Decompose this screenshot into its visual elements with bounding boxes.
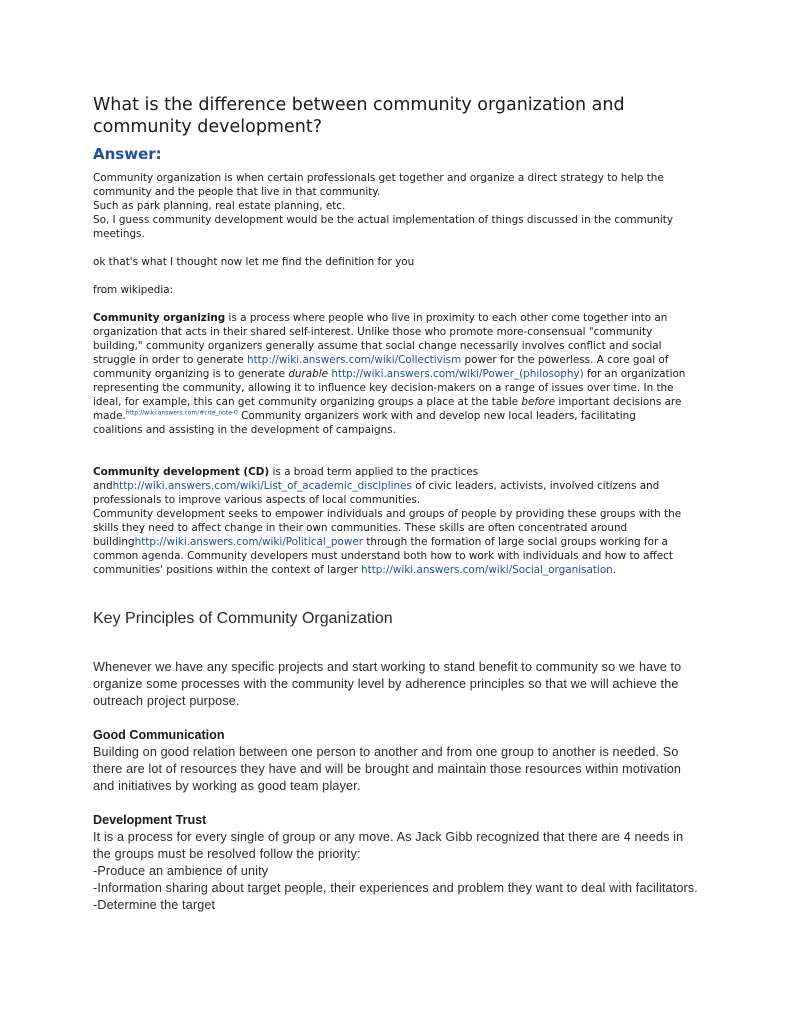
key-principles-intro xyxy=(93,659,708,710)
social-organisation-link[interactable]: http://wiki.answers.com/wiki/Social_organisation xyxy=(361,564,613,576)
thought-line: ok that's what I thought now let me find the definition for you xyxy=(93,256,415,268)
community-organizing-paragraph xyxy=(93,311,708,437)
term-community-development: Community development (CD) xyxy=(93,466,270,478)
text-line: the groups must be resolved follow the priority: xyxy=(93,847,361,861)
intro-paragraph xyxy=(93,171,708,241)
collectivism-link[interactable]: http://wiki.answers.com/wiki/Collectivism xyxy=(247,354,462,366)
text-line xyxy=(93,409,708,423)
from-wikipedia-line: from wikipedia: xyxy=(93,284,174,296)
citation-link[interactable]: http://wiki.answers.com/#cite_note-0 xyxy=(125,409,238,417)
text-line: outreach project purpose. xyxy=(93,694,240,708)
text-span: Community organizers work with and develop new local leaders, facilitating xyxy=(237,410,636,422)
text-line xyxy=(93,465,708,479)
text-line xyxy=(93,311,708,325)
development-trust-heading: Development Trust xyxy=(93,813,207,827)
text-line: representing the community, allowing it to influence key decision-makers on a range of issues over time. In the xyxy=(93,382,674,394)
text-line: Such as park planning, real estate planning, etc. xyxy=(93,200,346,212)
community-development-paragraph xyxy=(93,465,708,577)
text-line: common agenda. Community developers must understand both how to work with individuals and how to affect xyxy=(93,550,673,562)
key-principles-heading: Key Principles of Community Organization xyxy=(93,610,393,627)
answer-heading: Answer: xyxy=(93,145,162,163)
text-line: there are lot of resources they have and will be brought and maintain those resources within motivation xyxy=(93,762,682,776)
text-line: professionals to improve various aspects of local communities. xyxy=(93,494,421,506)
text-span: power for the powerless. A core goal of xyxy=(461,354,669,366)
text-line: skills they need to affect change in their own communities. These skills are often concentrated around xyxy=(93,522,628,534)
text-span: is a process where people who live in proximity to each other come together into an xyxy=(225,312,668,324)
text-span: communities' positions within the context of larger xyxy=(93,564,362,576)
text-line: So, I guess community development would be the actual implementation of things discussed in the community xyxy=(93,214,673,226)
text-line: coalitions and assisting in the development of campaigns. xyxy=(93,424,396,436)
text-span: of civic leaders, activists, involved citizens and xyxy=(411,480,660,492)
power-philosophy-link[interactable]: http://wiki.answers.com/wiki/Power_(philosophy) xyxy=(331,368,584,380)
text-line xyxy=(93,353,708,367)
academic-disciplines-link[interactable]: http://wiki.answers.com/wiki/List_of_academic_disciplines xyxy=(112,480,412,492)
text-span: building xyxy=(93,536,135,548)
text-line: -Determine the target xyxy=(93,898,216,912)
text-line: Community development seeks to empower individuals and groups of people by providing these groups with the xyxy=(93,508,682,520)
text-span: struggle in order to generate xyxy=(93,354,248,366)
text-span: for an organization xyxy=(583,368,686,380)
text-line: and initiatives by working as good team player. xyxy=(93,779,361,793)
text-line xyxy=(93,367,708,381)
text-span: through the formation of large social groups working for a xyxy=(363,536,668,548)
italic-before: before xyxy=(521,396,556,408)
text-span: community organizing is to generate xyxy=(93,368,289,380)
text-line: community and the people that live in that community. xyxy=(93,186,381,198)
text-span: ideal, for example, this can get community organizing groups a place at the table xyxy=(93,396,522,408)
question-title: What is the difference between community organization and community development? xyxy=(93,95,625,137)
text-line xyxy=(93,479,708,493)
text-line: Community organization is when certain professionals get together and organize a direct strategy to help the xyxy=(93,172,664,184)
text-line: -Information sharing about target people, their experiences and problem they want to deal with facilitators. xyxy=(93,881,698,895)
text-line: Whenever we have any specific projects and start working to stand benefit to community so we have to xyxy=(93,660,682,674)
text-line xyxy=(93,535,708,549)
text-span: and xyxy=(93,480,113,492)
term-community-organizing: Community organizing xyxy=(93,312,226,324)
text-line xyxy=(93,563,708,577)
text-span: . xyxy=(612,564,617,576)
text-line: Building on good relation between one person to another and from one group to another is needed. So xyxy=(93,745,679,759)
text-line: It is a process for every single of group or any move. As Jack Gibb recognized that there are 4 needs in xyxy=(93,830,684,844)
text-span: important decisions are xyxy=(555,396,682,408)
text-span: is a broad term applied to the practices xyxy=(269,466,479,478)
text-line: meetings. xyxy=(93,228,145,240)
text-line: organization that acts in their shared self-interest. Unlike those who promote more-consensual "community xyxy=(93,326,653,338)
text-span: made. xyxy=(93,410,126,422)
text-line: organize some processes with the community level by adherence principles so that we will achieve the xyxy=(93,677,679,691)
italic-durable: durable xyxy=(288,368,329,380)
good-communication-heading: Good Communication xyxy=(93,728,225,742)
development-trust-section xyxy=(93,812,708,914)
good-communication-section xyxy=(93,727,708,795)
text-line: -Produce an ambience of unity xyxy=(93,864,269,878)
text-line: building," community organizers generally assume that social change necessarily involves conflict and social xyxy=(93,340,662,352)
political-power-link[interactable]: http://wiki.answers.com/wiki/Political_power xyxy=(134,536,364,548)
text-line xyxy=(93,395,708,409)
answer-document xyxy=(93,94,708,914)
